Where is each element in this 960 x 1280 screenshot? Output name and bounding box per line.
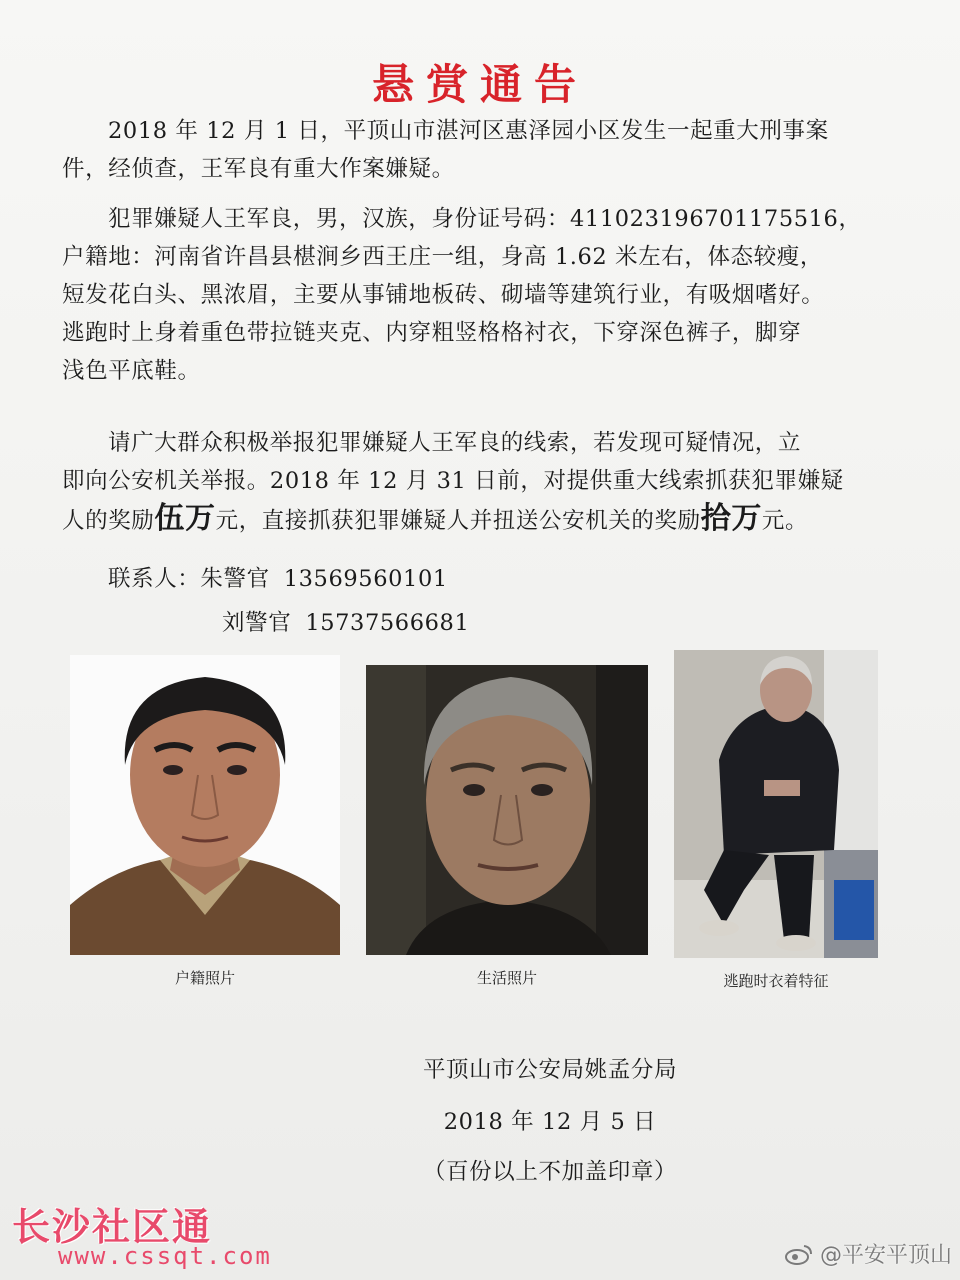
- reward-text-b: 元，直接抓获犯罪嫌疑人并扭送公安机关的奖励: [215, 508, 701, 534]
- weibo-icon: [784, 1242, 814, 1266]
- paragraph-1-line-1: 2018 年 12 月 1 日，平顶山市湛河区惠泽园小区发生一起重大刑事案: [108, 118, 829, 144]
- issue-date: 2018 年 12 月 5 日: [443, 1109, 657, 1135]
- paragraph-3-line-2: 即向公安机关举报。2018 年 12 月 31 日前，对提供重大线索抓获犯罪嫌疑: [62, 468, 844, 494]
- escape-clothing-photo: [674, 650, 878, 958]
- paragraph-2: [62, 200, 912, 390]
- paragraph-2-line-4: 逃跑时上身着重色带拉链夹克、内穿粗竖格格衬衣，下穿深色裤子，脚穿: [62, 320, 802, 346]
- weibo-watermark: [784, 1238, 952, 1269]
- weibo-handle: @平安平顶山: [819, 1243, 952, 1268]
- paragraph-3-line-3: [62, 500, 912, 540]
- contact-row-1: [108, 561, 448, 593]
- paragraph-3: [62, 424, 912, 540]
- notice-title: 悬赏通告: [371, 60, 588, 109]
- site-watermark: 长沙社区通: [12, 1205, 213, 1249]
- caption-life-photo: 生活照片: [476, 969, 537, 987]
- contact-name-1: 朱警官: [200, 566, 270, 592]
- paragraph-2-line-1: 犯罪嫌疑人王军良，男，汉族，身份证号码：411023196701175516，: [108, 206, 862, 232]
- seal-note: （百份以上不加盖印章）: [422, 1159, 678, 1185]
- contact-phone-1: 13569560101: [283, 566, 448, 592]
- reward-text-a: 人的奖励: [62, 508, 155, 534]
- contact-phone-2: 15737566681: [305, 610, 470, 636]
- reward-amount-1: 伍万: [154, 501, 216, 536]
- paragraph-2-line-3: 短发花白头、黑浓眉，主要从事铺地板砖、砌墙等建筑行业，有吸烟嗜好。: [62, 282, 825, 308]
- site-url-watermark: www.cssqt.com: [58, 1242, 272, 1270]
- paragraph-2-line-2: 户籍地：河南省许昌县椹涧乡西王庄一组，身高 1.62 米左右，体态较瘦，: [62, 244, 824, 270]
- paragraph-2-line-5: 浅色平底鞋。: [62, 358, 201, 384]
- paragraph-3-line-1: 请广大群众积极举报犯罪嫌疑人王军良的线索，若发现可疑情况，立: [108, 430, 802, 456]
- reward-amount-2: 拾万: [700, 501, 762, 536]
- paragraph-1: [62, 112, 912, 188]
- caption-escape-clothing: 逃跑时衣着特征: [723, 972, 829, 990]
- id-photo: [70, 655, 340, 955]
- caption-id-photo: 户籍照片: [174, 969, 235, 987]
- reward-text-c: 元。: [761, 508, 809, 534]
- contact-name-2: 刘警官: [222, 610, 292, 636]
- paragraph-1-line-2: 件，经侦查，王军良有重大作案嫌疑。: [62, 156, 455, 182]
- life-photo: [366, 665, 648, 955]
- issuer: 平顶山市公安局姚孟分局: [422, 1057, 678, 1083]
- contact-label: 联系人：: [108, 566, 201, 592]
- contact-row-2: [222, 605, 469, 637]
